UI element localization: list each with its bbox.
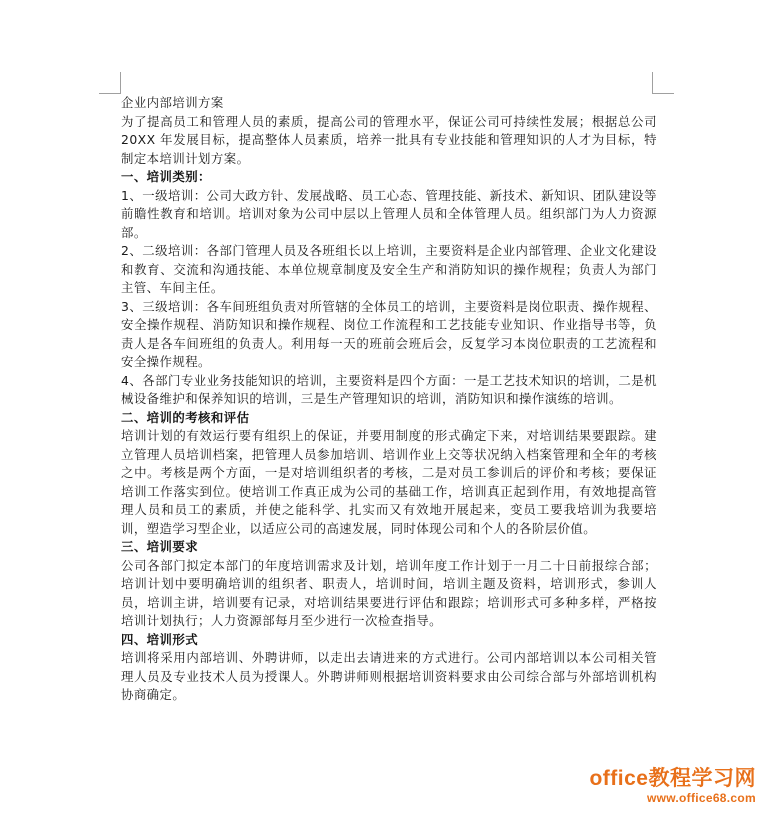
section-heading: 一、培训类别：: [121, 169, 211, 184]
document-body[interactable]: [121, 94, 657, 705]
section-heading: 四、培训形式: [121, 631, 199, 647]
section-paragraph: 4、各部门专业业务技能知识的培训，主要资料是四个方面：一是工艺技术知识的培训，二是机械设备维护和保养知识的培训，三是生产管理知识的培训，消防知识和操作演练的培训。: [121, 372, 657, 406]
section-heading: 二、培训的考核和评估: [121, 409, 250, 425]
section-paragraph: 公司各部门拟定本部门的年度培训需求及计划，培训年度工作计划于一月二十日前报综合部；培训计划中要明确培训的组织者、职责人，培训时间，培训主题及资料，培训形式，参训人员，培训主讲，培训要有记录，对培训结果要进行评估和跟踪；培训形式可多种多样，严格按培训计划执行；人力资源部每月至少进行一次检查指导。: [121, 557, 657, 628]
document-title: 企业内部培训方案: [121, 95, 224, 110]
section-paragraph: 培训将采用内部培训、外聘讲师，以走出去请进来的方式进行。公司内部培训以本公司相关管理人员及专业技术人员为授课人。外聘讲师则根据培训资料要求由公司综合部与外部培训机构协商确定。: [121, 650, 657, 702]
section-paragraph: 2、二级培训：各部门管理人员及各班组长以上培训，主要资料是企业内部管理、企业文化建设和教育、交流和沟通技能、本单位规章制度及安全生产和消防知识的操作规程；负责人为部门主管、车间主任。: [121, 243, 657, 295]
section-paragraph: 培训计划的有效运行要有组织上的保证，并要用制度的形式确定下来，对培训结果要跟踪。建立管理人员培训档案，把管理人员参加培训、培训作业上交等状况纳入档案管理和全年的考核之中。考核是两个方面，一是对培训组织者的考核，二是对员工参训后的评价和考核；要保证培训工作落实到位。使培训工作真正成为公司的基础工作，培训真正起到作用，有效地提高管理人员和员工的素质，并使之能科学、扎实而又有效地开展起来，变员工要我培训为我要培训，塑造学习型企业，以适应公司的高速发展，同时体现公司和个人的各阶层价值。: [121, 428, 657, 536]
intro-paragraph: 为了提高员工和管理人员的素质，提高公司的管理水平，保证公司可持续性发展；根据总公司 20XX 年发展目标，提高整体人员素质，培养一批具有专业技能和管理知识的人才为目标，特制定本培训计划方案。: [121, 113, 657, 166]
site-watermark: [589, 767, 756, 805]
watermark-brand: office教程学习网: [589, 767, 756, 790]
section-paragraph: 3、三级培训：各车间班组负责对所管辖的全体员工的培训，主要资料是岗位职责、操作规程、安全操作规程、消防知识和操作规程、岗位工作流程和工艺技能专业知识、作业指导书等，负责人是各车间班组的负责人。利用每一天的班前会班后会，反复学习本岗位职责的工艺流程和安全操作规程。: [121, 298, 657, 369]
watermark-url: www.office68.com: [646, 791, 756, 805]
section-heading: 三、培训要求: [121, 539, 199, 554]
section-paragraph: 1、一级培训：公司大政方针、发展战略、员工心态、管理技能、新技术、新知识、团队建设等前瞻性教育和培训。培训对象为公司中层以上管理人员和全体管理人员。组织部门为人力资源部。: [121, 187, 657, 240]
